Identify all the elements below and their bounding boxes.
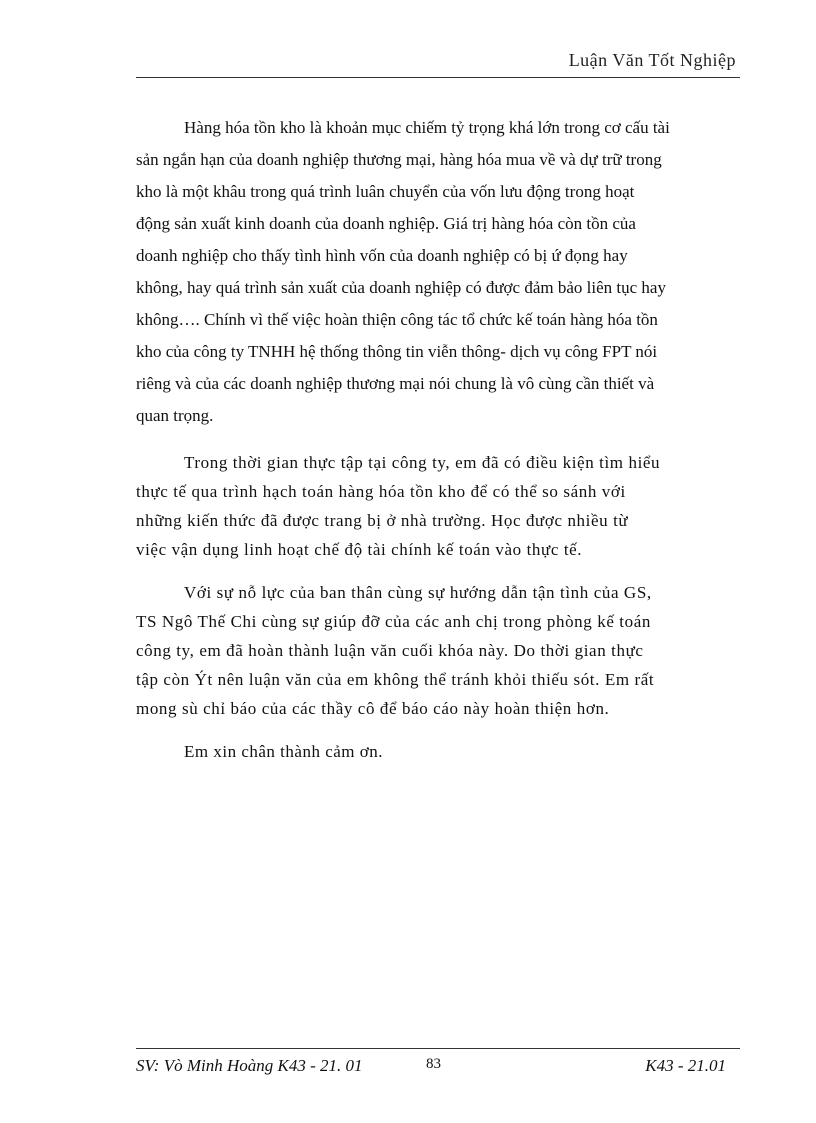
paragraph-line: không, hay quá trình sản xuất của doanh nghiệp có được đảm bảo liên tục hay xyxy=(136,278,666,297)
paragraph-line: Trong thời gian thực tập tại công ty, em đã có điều kiện tìm hiểu xyxy=(184,453,661,472)
footer-page-number: 83 xyxy=(426,1056,441,1072)
paragraph-line: kho của công ty TNHH hệ thống thông tin viễn thông- dịch vụ công FPT nói xyxy=(136,342,658,361)
footer-class-code: K43 - 21.01 xyxy=(645,1056,726,1075)
paragraph-line: Với sự nỗ lực của ban thân cùng sự hướng dẫn tận tình của GS, xyxy=(184,583,652,602)
footer-divider xyxy=(136,1048,740,1049)
paragraph-line: mong sù chỉ báo của các thầy cô để báo cáo này hoàn thiện hơn. xyxy=(136,699,610,718)
paragraph-line: không…. Chính vì thế việc hoàn thiện công tác tổ chức kế toán hàng hóa tồn xyxy=(136,310,658,329)
paragraph-line: công ty, em đã hoàn thành luận văn cuối khóa này. Do thời gian thực xyxy=(136,641,644,660)
paragraph-internship xyxy=(136,448,732,564)
paragraph-line: Hàng hóa tồn kho là khoản mục chiếm tỷ trọng khá lớn trong cơ cấu tài xyxy=(184,118,670,137)
paragraph-thanks xyxy=(136,737,732,766)
paragraph-line: việc vận dụng linh hoạt chế độ tài chính kế toán vào thực tế. xyxy=(136,540,583,559)
paragraph-line: kho là một khâu trong quá trình luân chuyển của vốn lưu động trong hoạt xyxy=(136,182,635,201)
paragraph-line: động sản xuất kinh doanh của doanh nghiệp. Giá trị hàng hóa còn tồn của xyxy=(136,214,636,233)
paragraph-inventory-intro xyxy=(136,112,732,432)
paragraph-line: Em xin chân thành cảm ơn. xyxy=(184,742,383,761)
document-body xyxy=(136,112,732,766)
footer-student: SV: Vò Minh Hoàng K43 - 21. 01 xyxy=(136,1056,363,1075)
paragraph-line: riêng và của các doanh nghiệp thương mại nói chung là vô cùng cần thiết và xyxy=(136,374,655,393)
paragraph-line: tập còn Ýt nên luận văn của em không thể tránh khỏi thiếu sót. Em rất xyxy=(136,670,655,689)
paragraph-line: sản ngắn hạn của doanh nghiệp thương mại, hàng hóa mua về và dự trữ trong xyxy=(136,150,662,169)
paragraph-acknowledgement xyxy=(136,578,732,723)
paragraph-line: những kiến thức đã được trang bị ở nhà trường. Học được nhiều từ xyxy=(136,511,629,530)
paragraph-line: TS Ngô Thế Chi cùng sự giúp đỡ của các anh chị trong phòng kế toán xyxy=(136,612,651,631)
header-title: Luận Văn Tốt Nghiệp xyxy=(568,50,736,70)
page-footer xyxy=(136,1056,726,1080)
paragraph-line: quan trọng. xyxy=(136,406,214,425)
paragraph-line: thực tế qua trình hạch toán hàng hóa tồn kho để có thể so sánh với xyxy=(136,482,626,501)
header-divider xyxy=(136,77,740,78)
paragraph-line: doanh nghiệp cho thấy tình hình vốn của doanh nghiệp có bị ứ đọng hay xyxy=(136,246,628,265)
